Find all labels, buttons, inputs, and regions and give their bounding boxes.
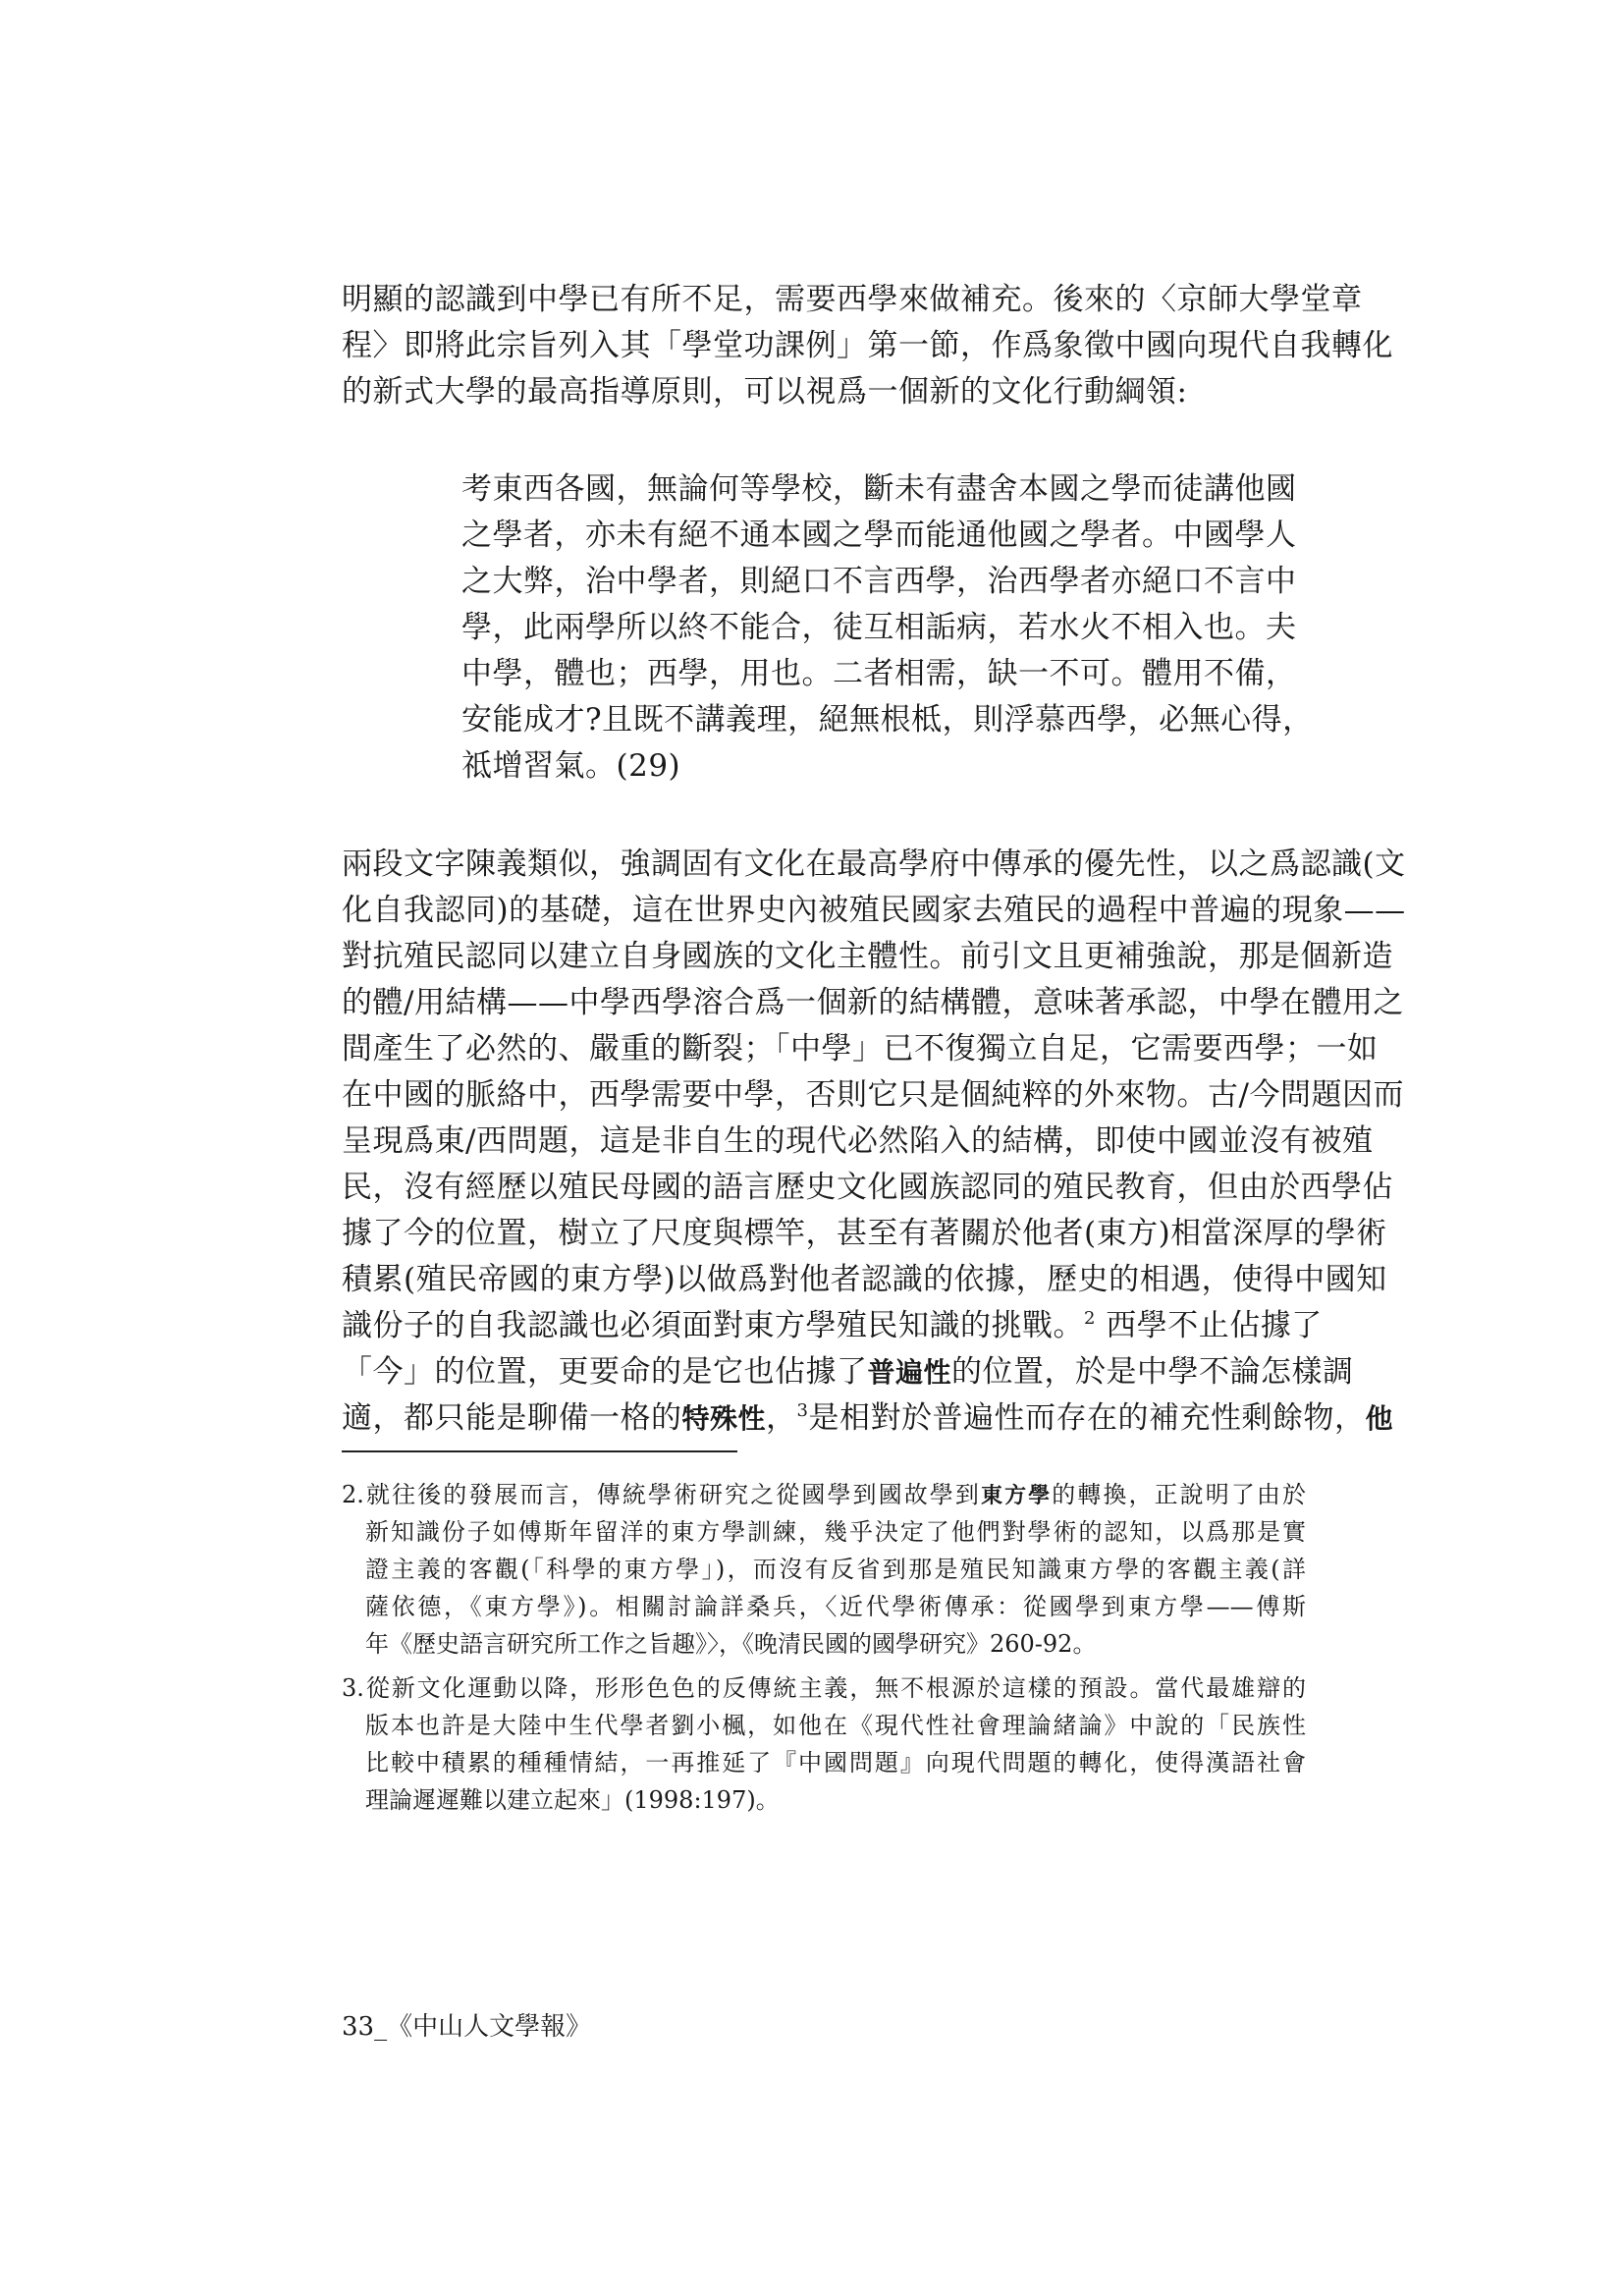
emphasis-universality: 普遍性	[867, 1356, 952, 1389]
quote-line-1: 考東西各國，無論何等學校，斷未有盡舍本國之學而徒講他國	[461, 471, 1297, 507]
footnote-2-emphasis: 東方學	[980, 1484, 1053, 1508]
main-line-13-text-b: ，	[766, 1400, 797, 1436]
main-line-6: 在中國的脈絡中，西學需要中學，否則它只是個純粹的外來物。古/今問題因而	[342, 1077, 1404, 1113]
footnote-2-line-5: 年《歷史語言研究所工作之旨趣》〉，《晚清民國的國學研究》260-92。	[365, 1630, 1097, 1658]
main-line-12	[342, 1352, 1354, 1393]
quote-line-2: 之學者，亦未有絕不通本國之學而能通他國之學者。中國學人	[461, 518, 1297, 553]
main-line-7: 呈現爲東/西問題，這是非自生的現代必然陷入的結構，即使中國並沒有被殖	[342, 1123, 1374, 1159]
main-line-2: 化自我認同)的基礎，這在世界史內被殖民國家去殖民的過程中普遍的現象——	[342, 893, 1406, 928]
footnote-3-line-1: 3.從新文化運動以降，形形色色的反傳統主義，無不根源於這樣的預設。當代最雄辯的	[342, 1674, 1306, 1702]
quote-line-4: 學，此兩學所以終不能合，徒互相詬病，若水火不相入也。夫	[461, 610, 1297, 645]
footnote-2-line-2: 新知識份子如傅斯年留洋的東方學訓練，幾乎決定了他們對學術的認知，以爲那是實	[365, 1518, 1306, 1546]
footnote-2-line-3: 證主義的客觀(「科學的東方學」)，而沒有反省到那是殖民知識東方學的客觀主義(詳	[365, 1556, 1306, 1583]
main-line-13	[342, 1398, 1393, 1439]
intro-line-2: 程〉即將此宗旨列入其「學堂功課例」第一節，作爲象徵中國向現代自我轉化	[342, 328, 1393, 363]
main-line-1: 兩段文字陳義類似，強調固有文化在最高學府中傳承的優先性，以之爲認識(文	[342, 847, 1406, 882]
main-line-11-text-b: 西學不止佔據了	[1095, 1308, 1323, 1343]
main-line-13-text-a: 適，都只能是聊備一格的	[342, 1400, 682, 1436]
quote-line-3: 之大弊，治中學者，則絕口不言西學，治西學者亦絕口不言中	[461, 564, 1297, 599]
quote-line-7: 祗增習氣。(29)	[461, 748, 681, 784]
main-line-10: 積累(殖民帝國的東方學)以做爲對他者認識的依據，歷史的相遇，使得中國知	[342, 1262, 1387, 1297]
footnote-separator	[342, 1450, 737, 1452]
footnote-2-line-4: 薩依德，《東方學》)。相關討論詳桑兵，〈近代學術傳承：從國學到東方學——傅斯	[365, 1593, 1306, 1620]
footnote-2-text-b: 的轉換，正說明了由於	[1052, 1481, 1306, 1508]
footnote-ref-3: 3	[796, 1400, 809, 1421]
main-line-3: 對抗殖民認同以建立自身國族的文化主體性。前引文且更補強說，那是個新造	[342, 939, 1393, 974]
main-line-4: 的體/用結構——中學西學溶合爲一個新的結構體，意味著承認，中學在體用之	[342, 985, 1404, 1020]
quote-line-5: 中學，體也；西學，用也。二者相需，缺一不可。體用不備，	[461, 656, 1297, 691]
main-line-12-text-b: 的位置，於是中學不論怎樣調	[951, 1354, 1354, 1390]
emphasis-particularity: 特殊性	[681, 1402, 767, 1435]
main-line-12-text-a: 「今」的位置，更要命的是它也佔據了	[342, 1354, 868, 1390]
footnote-3-line-4: 理論遲遲難以建立起來」(1998:197)。	[365, 1786, 780, 1814]
main-line-13-text-c: 是相對於普遍性而存在的補充性剩餘物，	[808, 1400, 1366, 1436]
footnote-2-line-1	[342, 1479, 1306, 1512]
page-folio: 33_《中山人文學報》	[342, 2012, 592, 2042]
main-line-11-text-a: 識份子的自我認識也必須面對東方學殖民知識的挑戰。	[342, 1308, 1084, 1343]
main-line-9: 據了今的位置，樹立了尺度與標竿，甚至有著關於他者(東方)相當深厚的學術	[342, 1216, 1387, 1251]
main-line-8: 民，沒有經歷以殖民母國的語言歷史文化國族認同的殖民教育，但由於西學佔	[342, 1170, 1393, 1205]
main-line-5: 間產生了必然的、嚴重的斷裂；「中學」已不復獨立自足，它需要西學；一如	[342, 1031, 1379, 1066]
footnote-3-line-2: 版本也許是大陸中生代學者劉小楓，如他在《現代性社會理論緒論》中說的「民族性	[365, 1712, 1306, 1739]
footnote-2-text-a: 2.就往後的發展而言，傳統學術研究之從國學到國故學到	[342, 1481, 981, 1508]
intro-line-3: 的新式大學的最高指導原則，可以視爲一個新的文化行動綱領:	[342, 374, 1188, 410]
quote-line-6: 安能成才?且既不講義理，絕無根柢，則浮慕西學，必無心得，	[461, 702, 1314, 738]
emphasis-other: 他	[1365, 1402, 1393, 1435]
footnote-ref-2: 2	[1084, 1308, 1096, 1329]
footnote-3-line-3: 比較中積累的種種情結，一再推延了『中國問題』向現代問題的轉化，使得漢語社會	[365, 1749, 1306, 1777]
main-line-11	[342, 1306, 1323, 1345]
intro-line-1: 明顯的認識到中學已有所不足，需要西學來做補充。後來的〈京師大學堂章	[342, 282, 1363, 317]
